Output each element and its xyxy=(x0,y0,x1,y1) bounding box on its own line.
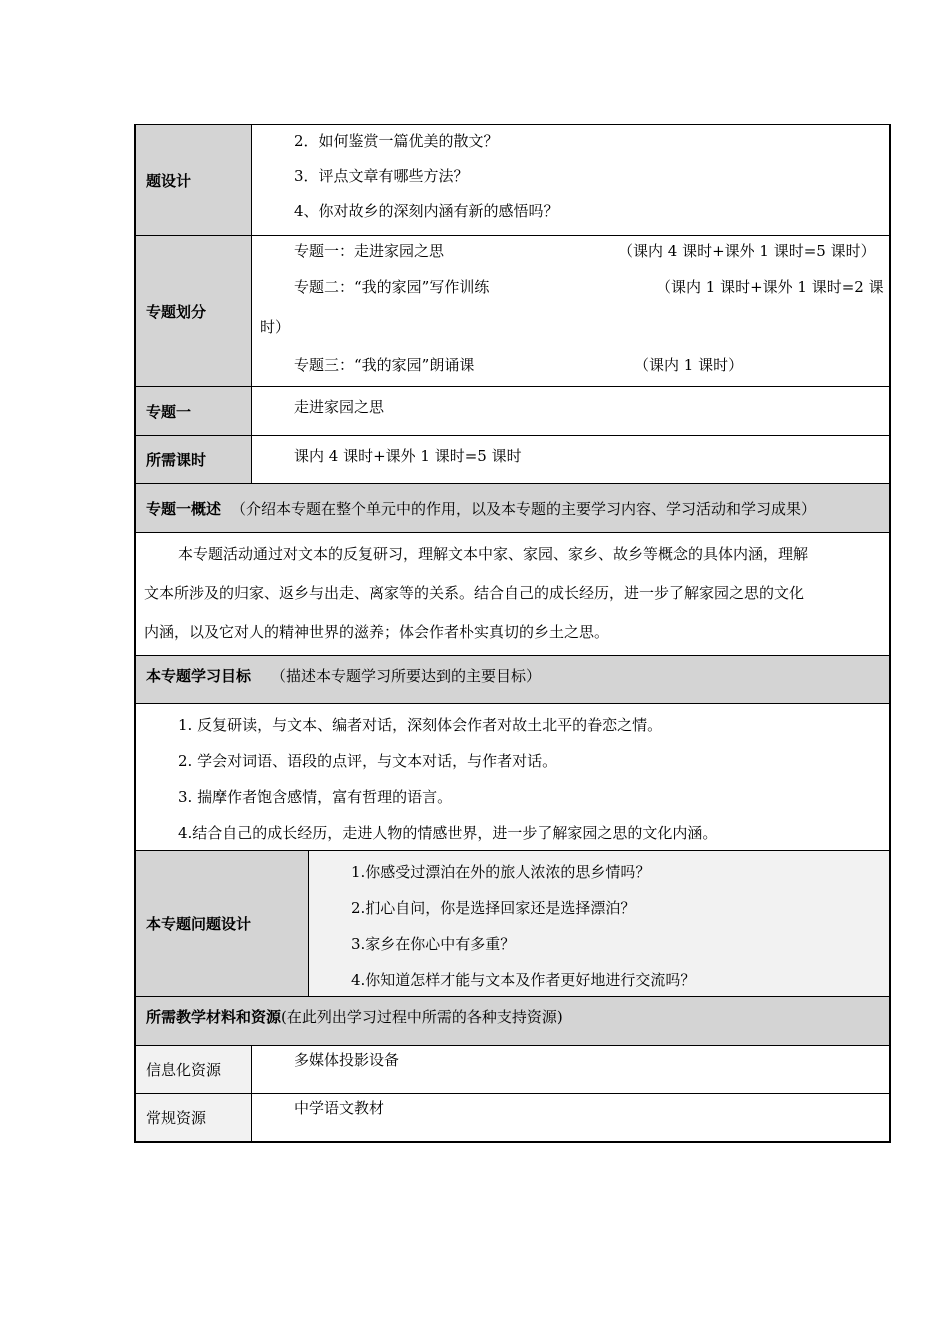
question-design-item: 1.你感受过漂泊在外的旅人浓浓的思乡情吗？ xyxy=(351,863,651,881)
goals-hint: （描述本专题学习所要达到的主要目标） xyxy=(271,667,542,685)
goals-label: 本专题学习目标 xyxy=(146,667,252,685)
resources-label: 所需教学材料和资源 xyxy=(146,1008,282,1026)
topic-1-title: 专题一：走进家园之思 xyxy=(294,242,445,260)
topic-one-label: 专题一 xyxy=(136,387,252,435)
topic-division-label: 专题划分 xyxy=(136,236,252,386)
topic-2-title: 专题二：“我的家园”写作训练 xyxy=(294,278,490,296)
info-resources-label: 信息化资源 xyxy=(136,1046,252,1093)
question-design-label: 题设计 xyxy=(136,125,252,235)
goals-body-row xyxy=(136,704,889,851)
question-item: 4、你对故乡的深刻内涵有新的感悟吗？ xyxy=(294,202,559,220)
question-design-item: 2.扪心自问，你是选择回家还是选择漂泊？ xyxy=(351,899,636,917)
overview-line: 内涵，以及它对人的精神世界的滋养；体会作者朴实真切的乡土之思。 xyxy=(144,623,610,641)
info-resources-row xyxy=(136,1046,889,1094)
info-resources-value: 多媒体投影设备 xyxy=(294,1051,400,1069)
topic-one-row xyxy=(136,387,889,436)
topic-one-value: 走进家园之思 xyxy=(294,398,385,416)
question-design-content xyxy=(252,125,889,235)
overview-body-row xyxy=(136,533,889,656)
goals-header xyxy=(136,656,889,703)
question-design-row xyxy=(136,125,889,236)
overview-line: 本专题活动通过对文本的反复研习，理解文本中家、家园、家乡、故乡等概念的具体内涵，理解 xyxy=(178,545,809,563)
questions-row xyxy=(136,851,889,997)
goal-item: 3. 揣摩作者饱含感情，富有哲理的语言。 xyxy=(178,788,453,806)
resources-hint: (在此列出学习过程中所需的各种支持资源) xyxy=(281,1008,563,1026)
resources-header xyxy=(136,997,889,1045)
question-item: 2．如何鉴赏一篇优美的散文？ xyxy=(294,132,499,150)
questions-label: 本专题问题设计 xyxy=(136,851,309,996)
topic-2-hours-wrap: 时） xyxy=(260,318,291,336)
goals-body xyxy=(136,704,889,850)
resources-header-row xyxy=(136,997,889,1046)
goal-item: 4.结合自己的成长经历，走进人物的情感世界，进一步了解家园之思的文化内涵。 xyxy=(178,824,718,842)
topic-division-row xyxy=(136,236,889,387)
topic-2-hours: （课内 1 课时+课外 1 课时=2 课 xyxy=(656,278,884,296)
hours-needed-value: 课内 4 课时+课外 1 课时=5 课时 xyxy=(294,447,522,465)
goal-item: 2. 学会对词语、语段的点评，与文本对话，与作者对话。 xyxy=(178,752,558,770)
goals-header-row xyxy=(136,656,889,704)
regular-resources-value: 中学语文教材 xyxy=(294,1099,385,1117)
overview-header-row xyxy=(136,484,889,533)
overview-line: 文本所涉及的归家、返乡与出走、离家等的关系。结合自己的成长经历，进一步了解家园之思的文化 xyxy=(144,584,805,602)
overview-hint: （介绍本专题在整个单元中的作用，以及本专题的主要学习内容、学习活动和学习成果） xyxy=(231,499,817,518)
overview-body xyxy=(136,533,889,655)
question-design-item: 4.你知道怎样才能与文本及作者更好地进行交流吗？ xyxy=(351,971,696,989)
overview-header xyxy=(136,484,889,532)
regular-resources-row xyxy=(136,1094,889,1141)
goal-item: 1. 反复研读，与文本、编者对话，深刻体会作者对故土北平的眷恋之情。 xyxy=(178,716,663,734)
lesson-plan-table xyxy=(134,124,891,1143)
overview-label: 专题一概述 xyxy=(146,499,222,518)
questions-body xyxy=(309,851,889,996)
question-design-item: 3.家乡在你心中有多重？ xyxy=(351,935,516,953)
question-item: 3．评点文章有哪些方法？ xyxy=(294,167,469,185)
topic-3-title: 专题三：“我的家园”朗诵课 xyxy=(294,356,475,374)
hours-needed-label: 所需课时 xyxy=(136,436,252,483)
topic-3-hours: （课内 1 课时） xyxy=(634,356,744,374)
regular-resources-label: 常规资源 xyxy=(136,1094,252,1141)
topic-1-hours: （课内 4 课时+课外 1 课时=5 课时） xyxy=(618,242,876,260)
topic-division-content xyxy=(252,236,889,386)
hours-needed-row xyxy=(136,436,889,484)
